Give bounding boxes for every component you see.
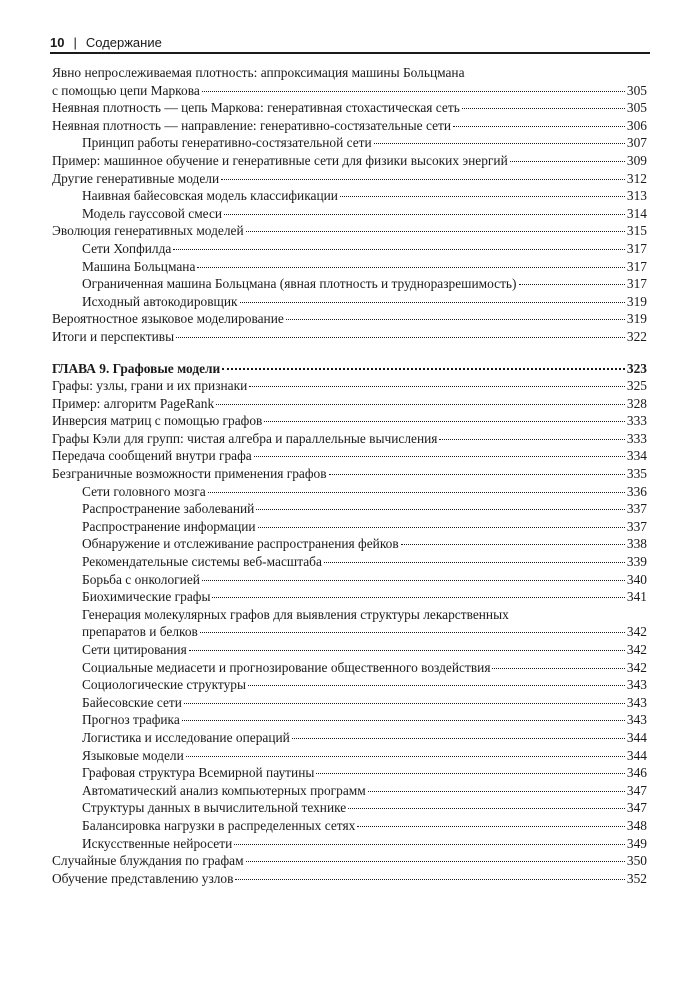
dot-leader xyxy=(186,755,625,757)
toc-page-number: 340 xyxy=(626,571,647,587)
toc-entry xyxy=(52,659,647,677)
toc-page-number: 323 xyxy=(626,360,647,376)
toc-entry-title: Распространение информации xyxy=(82,518,256,534)
dot-leader xyxy=(200,631,625,633)
toc-page-number: 322 xyxy=(626,328,647,344)
chapter-gap xyxy=(52,346,647,360)
dot-leader xyxy=(222,367,625,370)
header-rule xyxy=(50,52,650,54)
toc-page-number: 333 xyxy=(626,430,647,446)
toc-entry xyxy=(52,377,647,395)
dot-leader xyxy=(329,473,625,475)
toc-page-number: 317 xyxy=(626,258,647,274)
toc-entry-title: Графы: узлы, грани и их признаки xyxy=(52,378,248,394)
toc-entry-title: Автоматический анализ компьютерных программ xyxy=(82,782,366,798)
toc-entry-title: Прогноз трафика xyxy=(82,712,180,728)
toc-entry-title: Пример: алгоритм PageRank xyxy=(52,395,215,411)
dot-leader xyxy=(202,579,625,581)
toc-page-number: 347 xyxy=(626,782,647,798)
toc-page-number: 344 xyxy=(626,729,647,745)
toc-entry xyxy=(52,553,647,571)
toc-page-number: 319 xyxy=(626,293,647,309)
dot-leader xyxy=(212,596,624,598)
dot-leader xyxy=(235,878,624,880)
toc-entry xyxy=(52,764,647,782)
toc-entry-line-last xyxy=(82,623,647,641)
toc-entry xyxy=(52,275,647,293)
toc-entry xyxy=(52,117,647,135)
dot-leader xyxy=(246,230,625,232)
toc-page-number: 343 xyxy=(626,694,647,710)
toc-entry-title: Графовая структура Всемирной паутины xyxy=(82,765,315,781)
toc-entry-title: Сети Хопфилда xyxy=(82,240,172,256)
toc-entry xyxy=(52,134,647,152)
toc-entry-title: Принцип работы генеративно-состязательной сети xyxy=(82,135,372,151)
toc-page-number: 349 xyxy=(626,835,647,851)
toc-page-number: 307 xyxy=(626,135,647,151)
dot-leader xyxy=(258,526,625,528)
toc-entry-title: Искусственные нейросети xyxy=(82,835,233,851)
toc-page-number: 344 xyxy=(626,747,647,763)
toc-entry-title: Модель гауссовой смеси xyxy=(82,205,223,221)
toc-entry xyxy=(52,747,647,765)
toc-page-number: 325 xyxy=(626,378,647,394)
dot-leader xyxy=(292,737,625,739)
dot-leader xyxy=(254,455,625,457)
toc-entry xyxy=(52,395,647,413)
toc-entry xyxy=(52,483,647,501)
toc-entry xyxy=(52,518,647,536)
dot-leader xyxy=(189,649,625,651)
toc-entry-title: Языковые модели xyxy=(82,747,184,763)
toc-entry-title: Случайные блуждания по графам xyxy=(52,853,244,869)
dot-leader xyxy=(510,160,625,162)
toc-page-number: 342 xyxy=(626,659,647,675)
toc-page-number: 350 xyxy=(626,853,647,869)
toc-entry xyxy=(52,205,647,223)
dot-leader xyxy=(221,178,625,180)
toc-entry xyxy=(52,64,647,99)
toc-page-number: 352 xyxy=(626,870,647,886)
toc-entry-title: Ограниченная машина Больцмана (явная плотность и трудноразрешимость) xyxy=(82,276,517,292)
dot-leader xyxy=(224,213,625,215)
toc-entry-title: Балансировка нагрузки в распределенных сетях xyxy=(82,817,356,833)
toc-entry-title: Неявная плотность — цепь Маркова: генеративная стохастическая сеть xyxy=(52,100,460,116)
toc-entry-title: Неявная плотность — направление: генеративно-состязательные сети xyxy=(52,117,452,133)
toc-entry xyxy=(52,328,647,346)
toc-entry xyxy=(52,152,647,170)
dot-leader xyxy=(208,491,625,493)
toc-page-number: 337 xyxy=(626,518,647,534)
dot-leader xyxy=(492,667,624,669)
toc-page-number: 315 xyxy=(626,223,647,239)
toc-page-number: 339 xyxy=(626,554,647,570)
dot-leader xyxy=(453,125,625,127)
toc-entry-line-last xyxy=(52,82,647,100)
toc-entry-line xyxy=(82,606,647,624)
toc-entry xyxy=(52,676,647,694)
toc-page-number: 348 xyxy=(626,817,647,833)
toc-page-number: 312 xyxy=(626,170,647,186)
toc-page-number: 314 xyxy=(626,205,647,221)
toc-entry xyxy=(52,187,647,205)
toc-entry xyxy=(52,430,647,448)
toc-entry-title: Генерация молекулярных графов для выявления структуры лекарственных xyxy=(82,606,509,622)
toc-page-number: 342 xyxy=(626,624,647,640)
dot-leader xyxy=(462,107,625,109)
toc-page-number: 317 xyxy=(626,240,647,256)
toc-page-number: 337 xyxy=(626,501,647,517)
dot-leader xyxy=(202,90,625,92)
toc-entry-title: препаратов и белков xyxy=(82,624,198,640)
toc-entry-title: Явно непрослеживаемая плотность: аппроксимация машины Больцмана xyxy=(52,65,465,80)
page-number: 10 xyxy=(50,34,65,50)
dot-leader xyxy=(439,438,624,440)
toc-entry xyxy=(52,852,647,870)
toc-entry-title: Логистика и исследование операций xyxy=(82,729,290,745)
dot-leader xyxy=(357,825,625,827)
dot-leader xyxy=(173,248,625,250)
dot-leader xyxy=(216,403,625,405)
toc-page-number: 347 xyxy=(626,800,647,816)
toc-entry-title: Вероятностное языковое моделирование xyxy=(52,311,284,327)
dot-leader xyxy=(182,719,625,721)
toc-entry xyxy=(52,222,647,240)
toc-entry xyxy=(52,170,647,188)
toc-page-number: 342 xyxy=(626,642,647,657)
toc-entry xyxy=(52,588,647,606)
toc-page-number: 346 xyxy=(626,765,647,781)
toc-entry xyxy=(52,835,647,853)
toc-entry-title: Социологические структуры xyxy=(82,677,246,693)
toc-page-number: 305 xyxy=(626,100,647,116)
toc-entry-title: Безграничные возможности применения графов xyxy=(52,466,327,482)
section-title: Содержание xyxy=(85,34,162,50)
toc-entry-title: Биохимические графы xyxy=(82,589,211,605)
dot-leader xyxy=(240,301,625,303)
toc-entry-title: Передача сообщений внутри графа xyxy=(52,448,252,464)
toc-entry xyxy=(52,641,647,659)
toc-entry-title: Распространение заболеваний xyxy=(82,501,255,517)
toc-page-number: 309 xyxy=(626,152,647,168)
toc-entry-title: Байесовские сети xyxy=(82,694,182,710)
toc-entry xyxy=(52,694,647,712)
toc-entry xyxy=(52,258,647,276)
running-header xyxy=(50,33,650,51)
toc-entry xyxy=(52,240,647,258)
dot-leader xyxy=(184,702,625,704)
toc-entry-title: Исходный автокодировщик xyxy=(82,293,238,309)
toc-entry-title: Социальные медиасети и прогнозирование общественного воздействия xyxy=(82,659,491,675)
toc-entry xyxy=(52,293,647,311)
toc-entry-title: Графы Кэли для групп: чистая алгебра и параллельные вычисления xyxy=(52,430,438,446)
toc-entry xyxy=(52,571,647,589)
dot-leader xyxy=(324,561,625,563)
header-separator: | xyxy=(73,34,77,50)
toc-page-number: 341 xyxy=(626,589,647,605)
toc-page-number: 335 xyxy=(626,466,647,482)
dot-leader xyxy=(249,385,625,387)
toc-page-number: 305 xyxy=(626,82,647,98)
dot-leader xyxy=(246,860,625,862)
toc-page-number: 343 xyxy=(626,712,647,728)
dot-leader xyxy=(234,843,625,845)
toc-entry xyxy=(52,606,647,641)
dot-leader xyxy=(401,543,625,545)
toc-entry-title: Обучение представлению узлов xyxy=(52,870,234,886)
toc-entry xyxy=(52,500,647,518)
toc-entry xyxy=(52,870,647,888)
dot-leader xyxy=(197,266,625,268)
toc-entry-title: Структуры данных в вычислительной технике xyxy=(82,800,347,816)
toc-page-number: 313 xyxy=(626,188,647,204)
toc-entry-line xyxy=(52,64,647,82)
toc-entry-title: Обнаружение и отслеживание распространения фейков xyxy=(82,536,399,552)
dot-leader xyxy=(348,807,625,809)
toc-page-number: 343 xyxy=(626,677,647,693)
toc-entry xyxy=(52,465,647,483)
toc-entry-title: Пример: машинное обучение и генеративные сети для физики высоких энергий xyxy=(52,152,508,168)
toc-entry-title: Борьба с онкологией xyxy=(82,571,200,587)
toc-entry-title: Сети головного мозга xyxy=(82,483,206,499)
toc-page-number: 338 xyxy=(626,536,647,552)
toc-entry-title: Эволюция генеративных моделей xyxy=(52,223,244,239)
dot-leader xyxy=(374,142,625,144)
toc-entry-title: Инверсия матриц с помощью графов xyxy=(52,413,263,429)
toc-page-number: 317 xyxy=(626,276,647,292)
toc-entry-title: ГЛАВА 9. Графовые модели xyxy=(52,360,221,376)
dot-leader xyxy=(286,318,625,320)
dot-leader xyxy=(340,195,625,197)
toc-entry xyxy=(52,447,647,465)
toc-entry-title: с помощью цепи Маркова xyxy=(52,82,200,98)
dot-leader xyxy=(316,772,625,774)
toc-page-number: 319 xyxy=(626,311,647,327)
dot-leader xyxy=(368,790,625,792)
dot-leader xyxy=(519,283,625,285)
toc-page-number: 328 xyxy=(626,395,647,411)
toc-page-number: 333 xyxy=(626,413,647,429)
toc-entry-title: Другие генеративные модели xyxy=(52,170,220,186)
dot-leader xyxy=(248,684,625,686)
dot-leader xyxy=(176,336,625,338)
toc-entry xyxy=(52,412,647,430)
toc-entry xyxy=(52,799,647,817)
toc-page-number: 306 xyxy=(626,117,647,133)
chapter-heading xyxy=(52,360,647,378)
toc-entry xyxy=(52,817,647,835)
dot-leader xyxy=(264,420,625,422)
toc-entry xyxy=(52,782,647,800)
toc-entry xyxy=(52,711,647,729)
toc-entry-title: Сети цитирования xyxy=(82,642,187,657)
toc-entry-title: Рекомендательные системы веб-масштаба xyxy=(82,554,322,570)
toc-page-number: 336 xyxy=(626,483,647,499)
table-of-contents xyxy=(52,64,647,887)
toc-entry xyxy=(52,310,647,328)
toc-entry-title: Наивная байесовская модель классификации xyxy=(82,188,338,204)
toc-entry xyxy=(52,535,647,553)
toc-entry xyxy=(52,99,647,117)
toc-entry xyxy=(52,729,647,747)
toc-entry-title: Итоги и перспективы xyxy=(52,328,175,344)
dot-leader xyxy=(256,508,625,510)
toc-entry-title: Машина Больцмана xyxy=(82,258,196,274)
toc-page-number: 334 xyxy=(626,448,647,464)
